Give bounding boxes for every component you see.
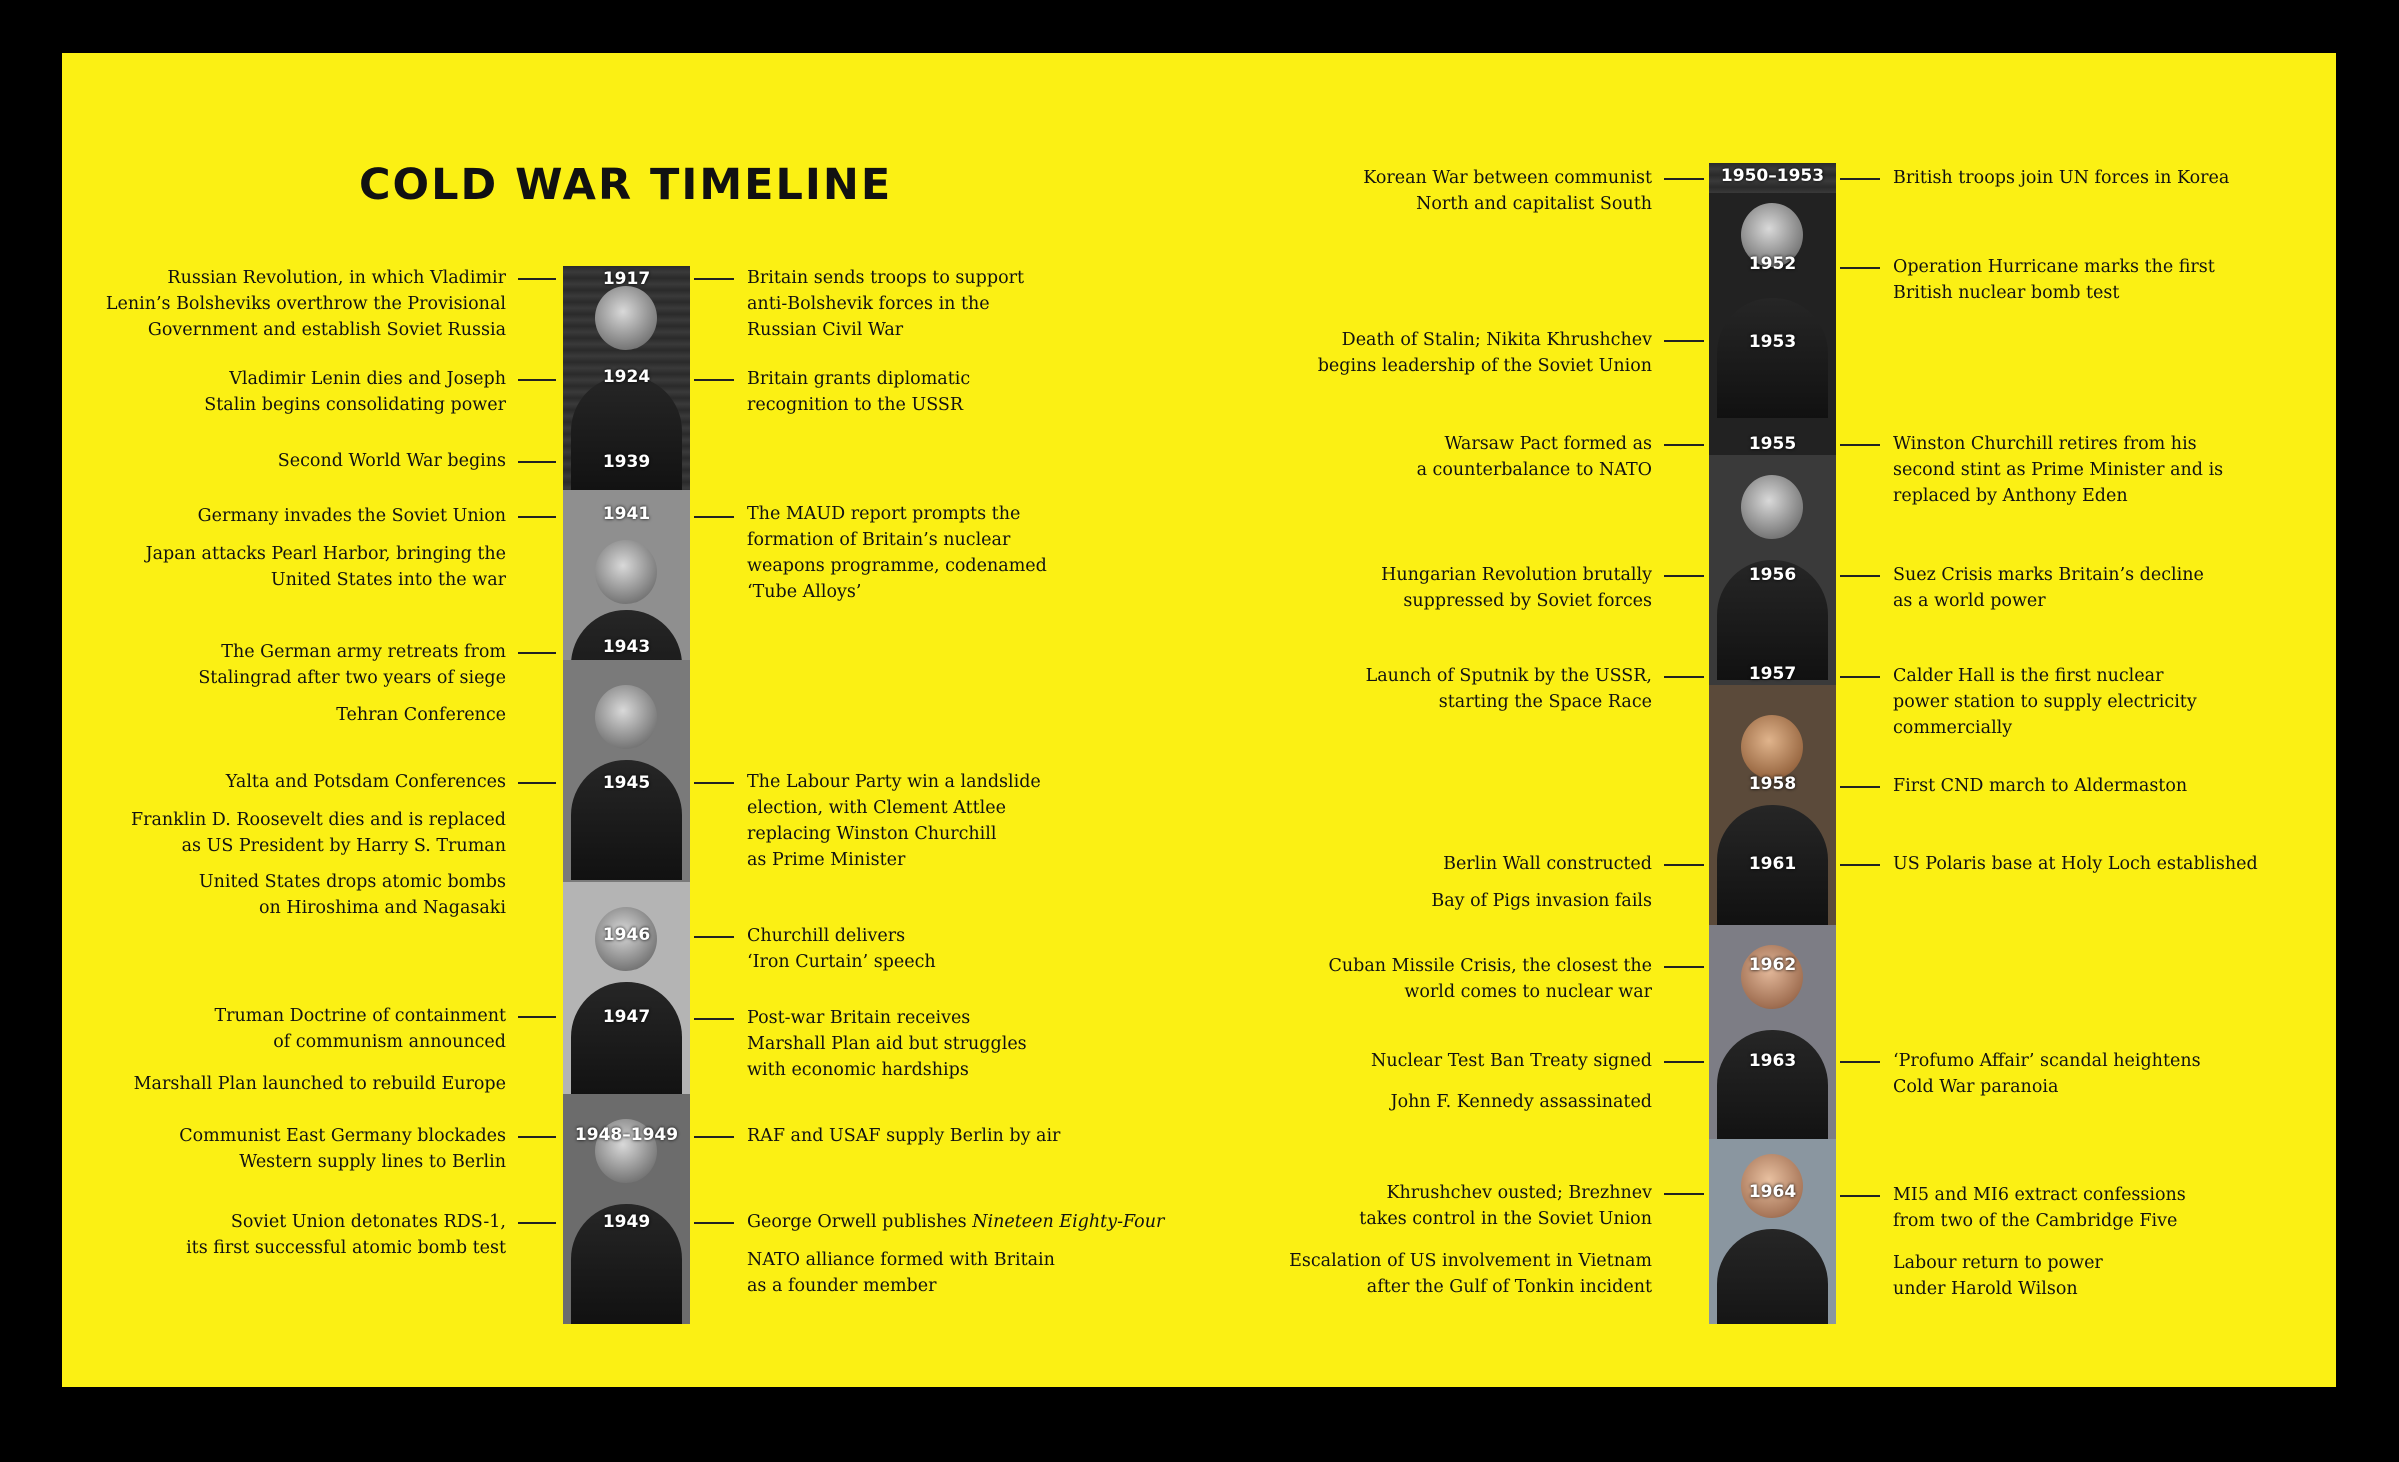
- event-text: Russian Revolution, in which Vladimir Lenin’s Bolsheviks overthrow the Provisional Government and establish Soviet Russia: [105, 268, 506, 340]
- connector-line: [1840, 267, 1880, 269]
- year-label: 1941: [602, 504, 651, 524]
- event-text: John F. Kennedy assassinated: [1390, 1092, 1652, 1112]
- event-text: Korean War between communist North and capitalist South: [1363, 168, 1652, 214]
- event-text: Japan attacks Pearl Harbor, bringing the United States into the war: [145, 544, 506, 590]
- event-text: Launch of Sputnik by the USSR, starting the Space Race: [1365, 666, 1652, 712]
- connector-line: [694, 1136, 734, 1138]
- connector-line: [1664, 676, 1704, 678]
- page-title: COLD WAR TIMELINE: [359, 160, 893, 210]
- event-text: Cuban Missile Crisis, the closest the world comes to nuclear war: [1328, 956, 1652, 1002]
- event-text: Death of Stalin; Nikita Khrushchev begins leadership of the Soviet Union: [1317, 330, 1652, 376]
- event-text: The Labour Party win a landslide election, with Clement Attlee replacing Winston Churchill as Prime Minister: [747, 772, 1041, 870]
- event-text: Suez Crisis marks Britain’s decline as a world power: [1893, 565, 2204, 611]
- portrait-kennedy: [1709, 685, 1836, 925]
- year-label: 1947: [602, 1007, 651, 1027]
- connector-line: [694, 516, 734, 518]
- event-text: Yalta and Potsdam Conferences: [225, 772, 506, 792]
- event-text: Franklin D. Roosevelt dies and is replaced as US President by Harry S. Truman: [130, 810, 506, 856]
- year-label: 1939: [602, 452, 651, 472]
- event-text: Vladimir Lenin dies and Joseph Stalin begins consolidating power: [204, 369, 506, 415]
- year-label: 1949: [602, 1212, 651, 1232]
- year-label: 1961: [1748, 854, 1797, 874]
- event-text: Marshall Plan launched to rebuild Europe: [133, 1074, 506, 1094]
- connector-line: [518, 379, 556, 381]
- year-label: 1964: [1748, 1182, 1797, 1202]
- event-text: Berlin Wall constructed: [1443, 854, 1652, 874]
- event-text: ‘Profumo Affair’ scandal heightens Cold War paranoia: [1893, 1051, 2201, 1097]
- event-text: Truman Doctrine of containment of communism announced: [214, 1006, 506, 1052]
- connector-line: [1664, 340, 1704, 342]
- event-text: Warsaw Pact formed as a counterbalance to NATO: [1416, 434, 1652, 480]
- event-text: Churchill delivers ‘Iron Curtain’ speech: [747, 926, 936, 972]
- connector-line: [518, 1016, 556, 1018]
- connector-line: [1840, 575, 1880, 577]
- event-text: Britain sends troops to support anti-Bolshevik forces in the Russian Civil War: [747, 268, 1025, 340]
- event-text: British troops join UN forces in Korea: [1893, 168, 2230, 188]
- event-text: Soviet Union detonates RDS-1, its first successful atomic bomb test: [186, 1212, 506, 1258]
- connector-line: [1840, 676, 1880, 678]
- portrait-khrushchev: [1709, 193, 1836, 455]
- connector-line: [518, 652, 556, 654]
- book-title: Nineteen Eighty-Four: [972, 1212, 1165, 1232]
- connector-line: [694, 379, 734, 381]
- connector-line: [1840, 444, 1880, 446]
- connector-line: [1664, 1193, 1704, 1195]
- event-text: The German army retreats from Stalingrad after two years of siege: [198, 642, 506, 688]
- connector-line: [1840, 1061, 1880, 1063]
- year-label: 1962: [1748, 955, 1797, 975]
- connector-line: [518, 1222, 556, 1224]
- event-text: MI5 and MI6 extract confessions from two of the Cambridge Five: [1893, 1185, 2186, 1231]
- connector-line: [518, 1136, 556, 1138]
- connector-line: [518, 782, 556, 784]
- connector-line: [1840, 786, 1880, 788]
- event-text: Winston Churchill retires from his second stint as Prime Minister and is replaced by Anthony Eden: [1893, 434, 2224, 506]
- connector-line: [1664, 575, 1704, 577]
- year-label: 1953: [1748, 332, 1797, 352]
- connector-line: [694, 782, 734, 784]
- year-label: 1955: [1748, 434, 1797, 454]
- event-text: Hungarian Revolution brutally suppressed by Soviet forces: [1381, 565, 1652, 611]
- year-label: 1946: [602, 925, 651, 945]
- event-text: Calder Hall is the first nuclear power station to supply electricity commercially: [1893, 666, 2197, 738]
- event-text: United States drops atomic bombs on Hiroshima and Nagasaki: [198, 872, 506, 918]
- event-text: Nuclear Test Ban Treaty signed: [1371, 1051, 1652, 1071]
- event-text: Escalation of US involvement in Vietnam after the Gulf of Tonkin incident: [1289, 1251, 1652, 1297]
- event-text: Post-war Britain receives Marshall Plan aid but struggles with economic hardships: [747, 1008, 1027, 1080]
- connector-line: [1840, 178, 1880, 180]
- year-label: 1945: [602, 773, 651, 793]
- year-label: 1958: [1748, 774, 1797, 794]
- connector-line: [518, 278, 556, 280]
- connector-line: [518, 461, 556, 463]
- event-text: Bay of Pigs invasion fails: [1431, 891, 1652, 911]
- event-text: Khrushchev ousted; Brezhnev takes control in the Soviet Union: [1359, 1183, 1652, 1229]
- portrait-truman: [563, 882, 690, 1094]
- event-text: Communist East Germany blockades Western supply lines to Berlin: [179, 1126, 506, 1172]
- portrait-strip-left: [563, 266, 690, 1324]
- connector-line: [694, 1018, 734, 1020]
- event-text: RAF and USAF supply Berlin by air: [747, 1126, 1061, 1146]
- year-label: 1924: [602, 367, 651, 387]
- connector-line: [1664, 444, 1704, 446]
- event-text: [747, 1209, 1164, 1235]
- connector-line: [1840, 1195, 1880, 1197]
- year-label: 1957: [1748, 664, 1797, 684]
- year-label: 1952: [1748, 254, 1797, 274]
- year-label: 1956: [1748, 565, 1797, 585]
- connector-line: [694, 278, 734, 280]
- portrait-wilson: [1709, 1139, 1836, 1324]
- event-text: Britain grants diplomatic recognition to the USSR: [747, 369, 971, 415]
- connector-line: [1664, 864, 1704, 866]
- connector-line: [1664, 178, 1704, 180]
- event-text: Second World War begins: [277, 451, 506, 471]
- connector-line: [1664, 966, 1704, 968]
- event-text: US Polaris base at Holy Loch established: [1893, 854, 2258, 874]
- year-label: 1917: [602, 269, 651, 289]
- event-text: First CND march to Aldermaston: [1893, 776, 2188, 796]
- year-label: 1948–1949: [574, 1125, 679, 1145]
- year-label: 1943: [602, 637, 651, 657]
- event-text-prefix: George Orwell publishes: [747, 1212, 973, 1232]
- connector-line: [1840, 864, 1880, 866]
- event-text: The MAUD report prompts the formation of Britain’s nuclear weapons programme, codenamed ‘Tube Alloys’: [747, 504, 1047, 602]
- year-label: 1963: [1748, 1051, 1797, 1071]
- connector-line: [694, 1222, 734, 1224]
- year-label: 1950–1953: [1720, 166, 1825, 186]
- event-text: Germany invades the Soviet Union: [197, 506, 506, 526]
- event-text: Operation Hurricane marks the first British nuclear bomb test: [1893, 257, 2215, 303]
- connector-line: [694, 936, 734, 938]
- event-text: Tehran Conference: [336, 705, 506, 725]
- event-text: NATO alliance formed with Britain as a founder member: [747, 1250, 1055, 1296]
- portrait-attlee: [563, 660, 690, 882]
- connector-line: [1664, 1061, 1704, 1063]
- connector-line: [518, 516, 556, 518]
- event-text: Labour return to power under Harold Wilson: [1893, 1253, 2103, 1299]
